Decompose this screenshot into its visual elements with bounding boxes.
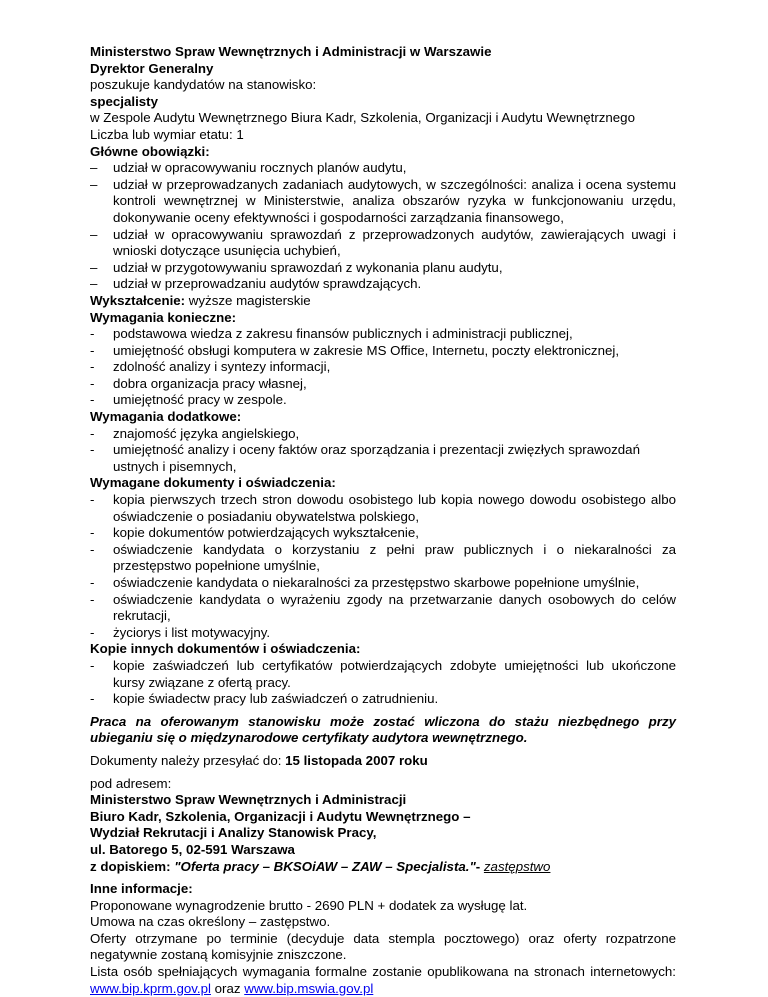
list-item: – udział w przygotowywaniu sprawozdań z wykonania planu audytu, [90,259,503,275]
seeking-text: poszukuje kandydatów na stanowisko: [90,77,317,93]
bullet-hyphen: - [90,657,95,673]
additional-heading: Wymagania dodatkowe: [90,409,242,425]
list-item: - umiejętność pracy w zespole. [90,392,287,408]
envelope-note-tag: zastępstwo [483,858,551,874]
envelope-note [90,859,676,876]
education-label: Wykształcenie: [90,292,186,308]
deadline-row [90,753,676,770]
bullet-hyphen: - [90,425,95,441]
list-publication-text [90,964,676,997]
duties-heading: Główne obowiązki: [90,143,210,159]
envelope-note-dash: - [475,858,484,874]
late-offers-text: Oferty otrzymane po terminie (decyduje data stempla pocztowego) oraz oferty rozpatrzone negatywnie zostaną komisyjnie zniszczone. [90,930,676,963]
deadline-label: Dokumenty należy przesyłać do: [90,752,286,768]
required-heading: Wymagania konieczne: [90,309,237,325]
bullet-hyphen: - [90,375,95,391]
bullet-dash: – [90,226,98,242]
other-documents-heading: Kopie innych dokumentów i oświadczenia: [90,641,361,657]
list-item: – udział w przeprowadzaniu audytów sprawdzających. [90,276,422,292]
list-item: - oświadczenie kandydata o niekaralności za przestępstwo skarbowe popełnione umyślnie, [90,575,640,590]
additional-list [90,426,676,476]
certification-notice: Praca na oferowanym stanowisku może zostać wliczona do stażu niezbędnego przy ubieganiu się o międzynarodowe certyfikaty audytora wewnętrznego. [90,713,676,746]
documents-list [90,492,676,641]
education-row [90,293,676,310]
job-offer-document [90,44,676,997]
bullet-hyphen: - [90,525,95,541]
address-line-1: Ministerstwo Spraw Wewnętrznych i Administracji [90,792,407,808]
bullet-hyphen: - [90,541,95,557]
link-bip-mswia[interactable]: www.bip.mswia.gov.pl [244,980,374,996]
list-item: - kopie zaświadczeń lub certyfikatów potwierdzających zdobyte umiejętności lub ukończone kursy związane z ofertą pracy. [90,657,676,690]
positions-count: Liczba lub wymiar etatu: 1 [90,126,244,142]
deadline-date: 15 listopada 2007 roku [285,752,428,768]
envelope-note-value: "Oferta pracy – BKSOiAW – ZAW – Specjalista." [174,858,476,874]
required-list [90,326,676,409]
list-item: - oświadczenie kandydata o wyrażeniu zgody na przetwarzanie danych osobowych do celów rekrutacji, [90,591,676,624]
bullet-hyphen: - [90,492,95,508]
list-item: - podstawowa wiedza z zakresu finansów publicznych i administracji publicznej, [90,326,573,342]
other-documents-list [90,658,676,708]
list-item: - umiejętność obsługi komputera w zakresie MS Office, Internetu, poczty elektronicznej, [90,342,620,358]
list-item: - kopie dokumentów potwierdzających wykształcenie, [90,525,419,541]
list-item: – udział w przeprowadzanych zadaniach audytowych, w szczególności: analiza i ocena systemu kontroli wewnętrznej w Ministerstwie, analiza obszarów ryzyka w funkcjonowaniu urzędu, dokonywanie oceny efektywności i gospodarności zarządzania finansowego, [90,176,676,225]
list-intro: Lista osób spełniających wymagania formalne zostanie opublikowana na stronach internetowych: [90,964,676,980]
bullet-hyphen: - [90,342,95,358]
director-title: Dyrektor Generalny [90,60,214,76]
envelope-note-label: z dopiskiem: [90,858,175,874]
contract-text: Umowa na czas określony – zastępstwo. [90,914,331,930]
bullet-dash: – [90,176,98,192]
bullet-dash: – [90,259,98,275]
education-value: wyższe magisterskie [185,292,311,308]
link-bip-kprm[interactable]: www.bip.kprm.gov.pl [90,980,211,996]
bullet-hyphen: - [90,392,95,408]
duties-list [90,160,676,293]
list-item: - zdolność analizy i syntezy informacji, [90,359,331,375]
address-line-4: ul. Batorego 5, 02-591 Warszawa [90,841,295,857]
bullet-hyphen: - [90,359,95,375]
bullet-dash: – [90,276,98,292]
bullet-hyphen: - [90,691,95,707]
bullet-hyphen: - [90,442,95,458]
salary-text: Proponowane wynagrodzenie brutto - 2690 PLN + dodatek za wysługę lat. [90,897,528,913]
documents-heading: Wymagane dokumenty i oświadczenia: [90,475,336,491]
list-item: – udział w opracowywaniu sprawozdań z przeprowadzonych audytów, zawierających uwagi i wnioski dotyczące usunięcia uchybień, [90,226,676,259]
list-item: - kopie świadectw pracy lub zaświadczeń o zatrudnieniu. [90,691,439,707]
bullet-hyphen: - [90,591,95,607]
address-line-3: Wydział Rekrutacji i Analizy Stanowisk Pracy, [90,825,377,841]
info-heading: Inne informacje: [90,881,193,897]
position-title: specjalisty [90,93,159,109]
ministry-name: Ministerstwo Spraw Wewnętrznych i Administracji w Warszawie [90,44,492,59]
bullet-hyphen: - [90,624,95,640]
list-item: - znajomość języka angielskiego, [90,425,300,441]
list-item: - życiorys i list motywacyjny. [90,624,271,640]
bullet-hyphen: - [90,575,95,590]
bullet-dash: – [90,160,98,176]
address-line-2: Biuro Kadr, Szkolenia, Organizacji i Audytu Wewnętrznego – [90,808,471,824]
link-join: oraz [210,980,245,996]
list-item: - dobra organizacja pracy własnej, [90,375,307,391]
list-item: - umiejętność analizy i oceny faktów oraz sporządzania i prezentacji zwięzłych sprawozdań ustnych i pisemnych, [90,442,640,474]
bullet-hyphen: - [90,326,95,342]
list-item: - oświadczenie kandydata o korzystaniu z pełni praw publicznych i o niekaralności za przestępstwo popełnione umyślnie, [90,541,676,574]
address-intro: pod adresem: [90,775,172,791]
list-item: - kopia pierwszych trzech stron dowodu osobistego lub kopia nowego dowodu osobistego albo oświadczenie o posiadaniu obywatelstwa polskiego, [90,492,676,524]
list-item: – udział w opracowywaniu rocznych planów audytu, [90,160,407,176]
unit-name: w Zespole Audytu Wewnętrznego Biura Kadr, Szkolenia, Organizacji i Audytu Wewnętrznego [90,110,635,126]
